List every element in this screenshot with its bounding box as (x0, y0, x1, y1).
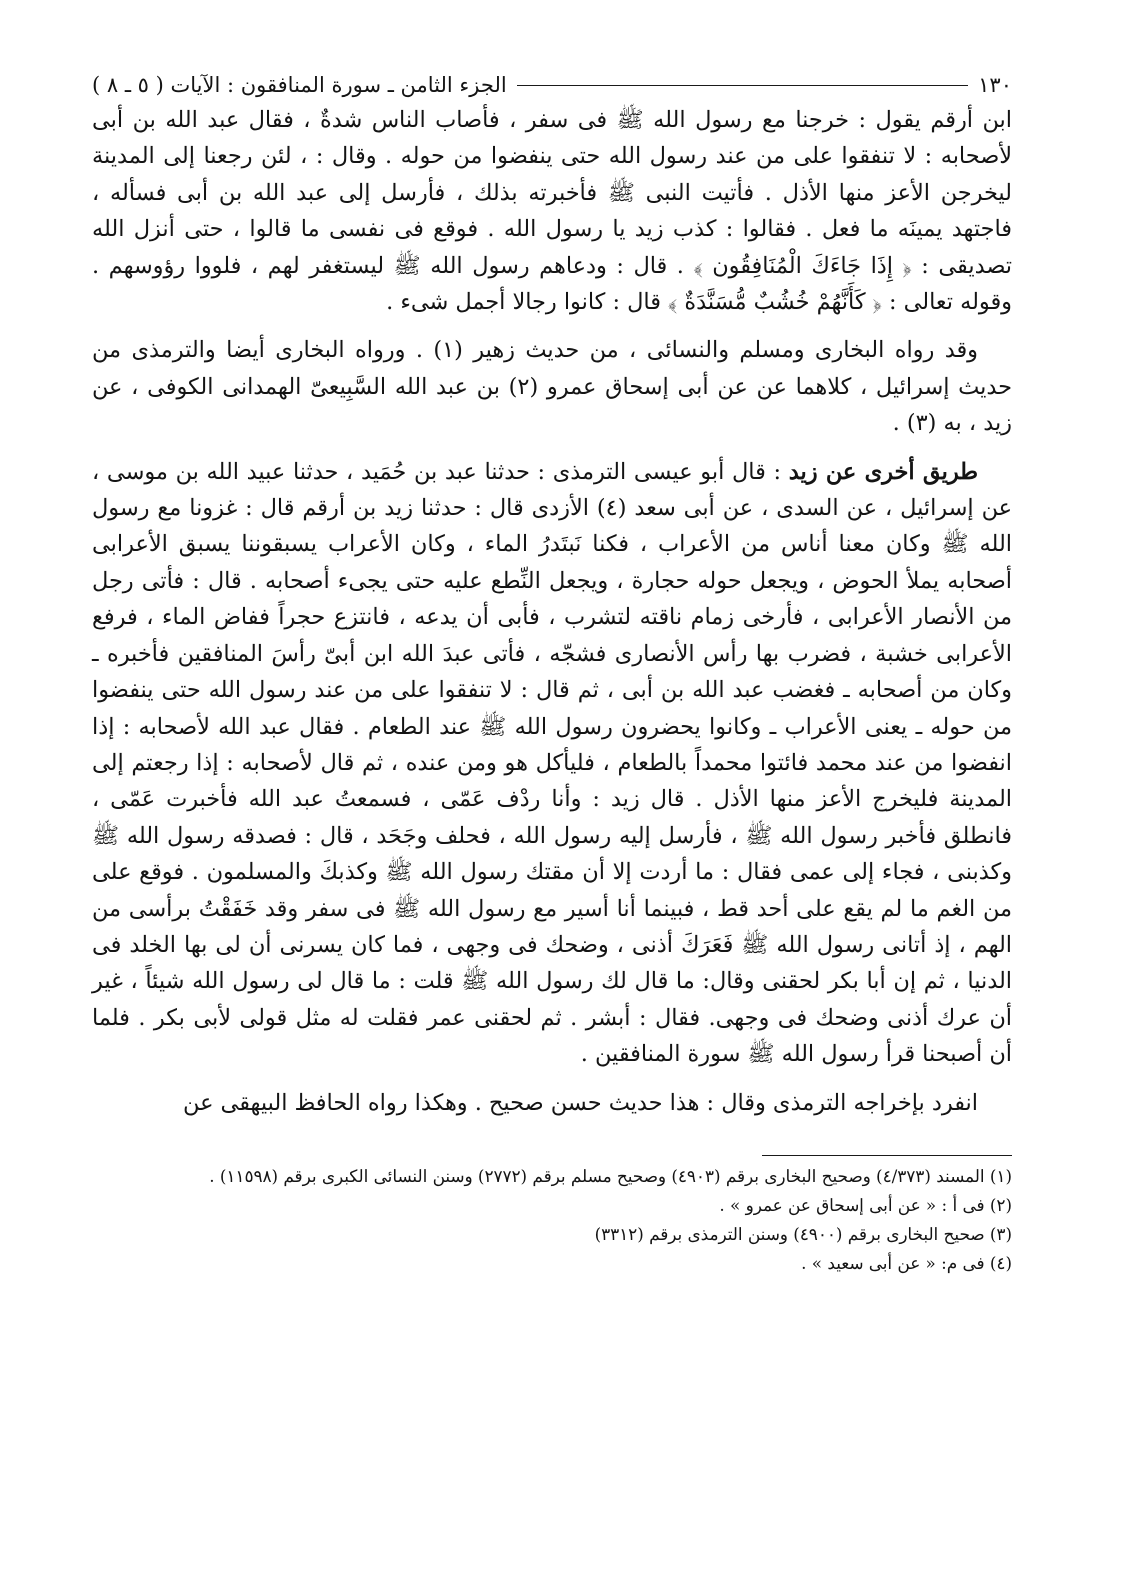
footnote: (٤) فى م: « عن أبى سعيد » . (801, 1252, 1012, 1273)
body-paragraph: انفرد بإخراجه الترمذى وقال : هذا حديث حسن صحيح . وهكذا رواه الحافظ البيهقى عن (183, 1089, 978, 1116)
footnote: (١) المسند (٤/٣٧٣) وصحيح البخارى برقم (٤٩٠٣) وصحيح مسلم برقم (٢٧٧٢) وسنن النسائى الكبرى برقم (١١٥٩٨) . (209, 1165, 1012, 1186)
section-lead-heading: طريق أخرى عن زيد (788, 458, 979, 485)
body-paragraph (92, 454, 1012, 1073)
footnotes (92, 1162, 1012, 1278)
book-page (92, 68, 1012, 1278)
header-rule (517, 85, 968, 86)
paragraph-text: : قال أبو عيسى الترمذى : حدثنا عبد بن حُمَيد ، حدثنا عبيد الله بن موسى ، عن إسرائيل ، عن السدى ، عن أبى سعد (٤) الأزدى قال : حدثنا زيد بن أرقم قال : غزونا مع رسول الله ﷺ وكان معنا أناس من الأعراب ، فكنا نَبتَدرُ الماء ، وكان الأعراب يسبقوننا يسبق الأعرابى أصحابه يملأ الحوض ، ويجعل حوله حجارة ، ويجعل النِّطع عليه حتى يجىء أصحابه . قال : فأتى رجل من الأنصار الأعرابى ، فأرخى زمام ناقته لتشرب ، فأبى أن يدعه ، فانتزع حجراً ففاض الماء ، فرفع الأعرابى خشبة ، فضرب بها رأس الأنصارى فشجّه ، فأتى عبدَ الله ابن أبىّ رأسَ المنافقين فأخبره ـ وكان من أصحابه ـ فغضب عبد الله بن أبى ، ثم قال : لا تنفقوا على من عند رسول الله حتى ينفضوا من حوله ـ يعنى الأعراب ـ وكانوا يحضرون رسول الله ﷺ عند الطعام . فقال عبد الله لأصحابه : إذا انفضوا من عند محمد فائتوا محمداً بالطعام ، فليأكل هو ومن عنده ، ثم قال لأصحابه : إذا رجعتم إلى المدينة فليخرج الأعز منها الأذل . قال زيد : وأنا ردْف عَمّى ، فسمعتُ عبد الله فأخبرت عَمّى ، فانطلق فأخبر رسول الله ﷺ ، فأرسل إليه رسول الله ، فحلف وجَحَد ، قال : فصدقه رسول الله ﷺ وكذبنى ، فجاء إلى عمى فقال : ما أردت إلا أن مقتك رسول الله ﷺ وكذبكَ والمسلمون . فوقع على من الغم ما لم يقع على أحد قط ، فبينما أنا أسير مع رسول الله ﷺ فى سفر وقد خَفَقْتُ برأسى من الهم ، إذ أتانى رسول الله ﷺ فَعَرَكَ أذنى ، وضحك فى وجهى ، فما كان يسرنى أن لى بها الخلد فى الدنيا ، ثم إن أبا بكر لحقنى وقال: ما قال لك رسول الله ﷺ قلت : ما قال لى رسول الله شيئاً ، غير أن عرك أذنى وضحك فى وجهى. فقال : أبشر . ثم لحقنى عمر فقلت له مثل قولى لأبى بكر . فلما أن أصبحنا قرأ رسول الله ﷺ سورة المنافقين . (92, 458, 1013, 1068)
page-number: ١٣٠ (978, 73, 1012, 97)
footnote: (٢) فى أ : « عن أبى إسحاق عن عمرو » . (719, 1194, 1012, 1215)
running-header (92, 68, 1012, 102)
footnote: (٣) صحيح البخارى برقم (٤٩٠٠) وسنن الترمذى برقم (٣٣١٢) (594, 1223, 1012, 1244)
body-paragraph: ابن أرقم يقول : خرجنا مع رسول الله ﷺ فى سفر ، فأصاب الناس شدةٌ ، فقال عبد الله بن أبى لأصحابه : لا تنفقوا على من عند رسول الله حتى ينفضوا من حوله . وقال : ، لئن رجعنا إلى المدينة ليخرجن الأعز منها الأذل . فأتيت النبى ﷺ فأخبرته بذلك ، فأرسل إلى عبد الله بن أبى فسأله ، فاجتهد يمينَه ما فعل . فقالوا : كذب زيد يا رسول الله . فوقع فى نفسى ما قالوا ، حتى أنزل الله تصديقى : ﴿ إِذَا جَاءَكَ الْمُنَافِقُون ﴾ . قال : ودعاهم رسول الله ﷺ ليستغفر لهم ، فلووا رؤوسهم . وقوله تعالى : ﴿ كَأَنَّهُمْ خُشُبٌ مُّسَنَّدَةٌ ﴾ قال : كانوا رجالا أجمل شىء . (92, 107, 1012, 316)
running-title: الجزء الثامن ـ سورة المنافقون : الآيات ( ٥ ـ ٨ ) (92, 73, 507, 97)
footnote-separator (92, 1121, 1012, 1156)
body-paragraph: وقد رواه البخارى ومسلم والنسائى ، من حديث زهير (١) . ورواه البخارى أيضا والترمذى من حديث إسرائيل ، كلاهما عن عن أبى إسحاق عمرو (٢) بن عبد الله السَّبِيعىّ الهمدانى الكوفى ، عن زيد ، به (٣) . (92, 337, 1012, 437)
